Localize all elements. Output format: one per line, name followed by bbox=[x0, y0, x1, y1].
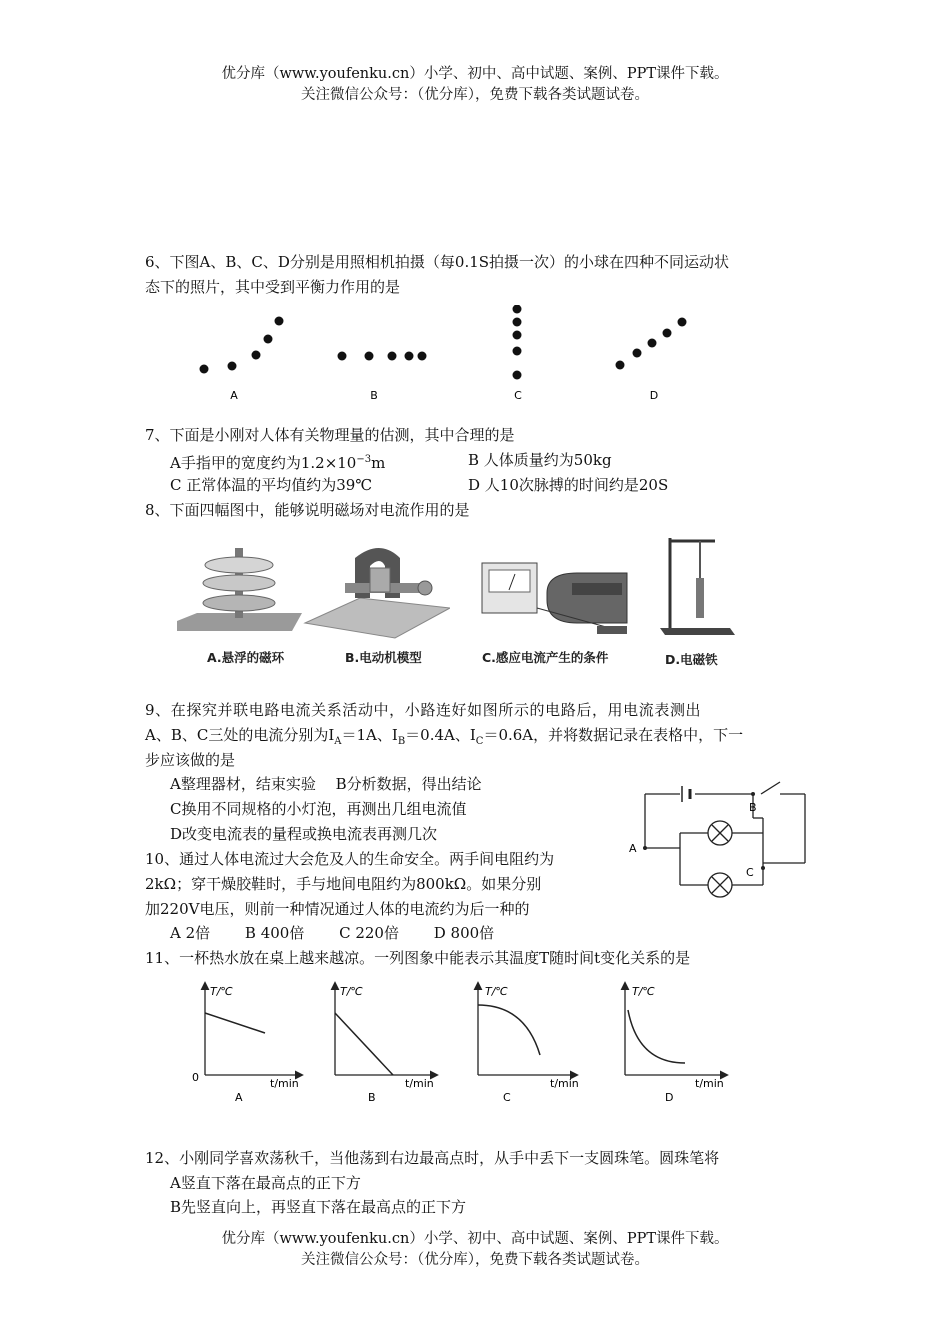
q9-option-d: D改变电流表的量程或换电流表再测几次 bbox=[170, 825, 438, 843]
q12-option-b: B先竖直向上，再竖直下落在最高点的正下方 bbox=[170, 1198, 467, 1216]
q9-text-b: ＝1A、I bbox=[341, 726, 398, 744]
q8-image-b-motor-model bbox=[300, 538, 450, 643]
q11-b-xlabel: t/min bbox=[405, 1077, 434, 1090]
q11-a-xlabel: t/min bbox=[270, 1077, 299, 1090]
q8-image-d-electromagnet bbox=[660, 533, 735, 643]
q11-b-ylabel: T/℃ bbox=[340, 985, 363, 998]
q11-stem: 11、一杯热水放在桌上越来越凉。一列图象中能表示其温度T随时间t变化关系的是 bbox=[145, 949, 691, 967]
q6-photo-b bbox=[338, 352, 427, 403]
q11-d-xlabel: t/min bbox=[695, 1077, 724, 1090]
q8-caption-a: A.悬浮的磁环 bbox=[207, 650, 285, 665]
q11-graphs bbox=[180, 975, 740, 1110]
q11-label-c: C bbox=[503, 1091, 511, 1104]
q9-circuit-label-b: B bbox=[749, 801, 757, 814]
q9-stem-line-1: 9、在探究并联电路电流关系活动中，小路连好如图所示的电路后，用电流表测出 bbox=[145, 701, 702, 719]
q6-photo-c bbox=[513, 305, 523, 402]
q10-options: A 2倍 B 400倍 C 220倍 D 800倍 bbox=[170, 924, 495, 942]
q7-stem: 7、下面是小刚对人体有关物理量的估测，其中合理的是 bbox=[145, 426, 515, 444]
q8-image-c-induced-current bbox=[477, 538, 642, 643]
q7-option-b: B 人体质量约为50kg bbox=[468, 451, 612, 469]
q9-sub-a: A bbox=[334, 736, 342, 747]
q10-stem-line-2: 2kΩ；穿干燥胶鞋时，手与地间电阻约为800kΩ。如果分别 bbox=[145, 875, 542, 893]
q6-label-a: A bbox=[230, 389, 238, 402]
q7-option-d: D 人10次脉搏的时间约是20S bbox=[468, 476, 669, 494]
q11-graph-a bbox=[192, 985, 300, 1104]
q9-text-d: ＝0.6A，并将数据记录在表格中，下一 bbox=[483, 726, 744, 744]
q9-option-c: C换用不同规格的小灯泡，再测出几组电流值 bbox=[170, 800, 467, 818]
q8-image-a-floating-rings bbox=[177, 543, 302, 638]
q7-option-a-text: A手指甲的宽度约为1.2×10 bbox=[170, 454, 357, 472]
q8-stem: 8、下面四幅图中，能够说明磁场对电流作用的是 bbox=[145, 501, 470, 519]
q9-text-a: A、B、C三处的电流分别为I bbox=[145, 726, 335, 744]
q6-label-b: B bbox=[370, 389, 378, 402]
q8-caption-b: B.电动机模型 bbox=[345, 650, 422, 665]
header-line-1: 优分库（www.youfenku.cn）小学、初中、高中试题、案例、PPT课件下载。 bbox=[221, 66, 729, 82]
q8-caption-d: D.电磁铁 bbox=[665, 652, 718, 667]
q9-stem-line-3: 步应该做的是 bbox=[145, 751, 236, 769]
q6-photo-a bbox=[200, 317, 284, 403]
q11-d-ylabel: T/℃ bbox=[632, 985, 655, 998]
header-line-2: 关注微信公众号：（优分库），免费下载各类试题试卷。 bbox=[301, 87, 649, 103]
q7-option-a-exponent: −3 bbox=[356, 454, 372, 465]
q11-graph-b bbox=[335, 985, 435, 1104]
q9-sub-b: B bbox=[397, 736, 406, 747]
footer-line-1: 优分库（www.youfenku.cn）小学、初中、高中试题、案例、PPT课件下载。 bbox=[221, 1231, 729, 1247]
q9-circuit-label-c: C bbox=[746, 866, 754, 879]
q7-option-a bbox=[170, 448, 385, 475]
q11-c-ylabel: T/℃ bbox=[485, 985, 508, 998]
q10-stem-line-1: 10、通过人体电流过大会危及人的生命安全。两手间电阻约为 bbox=[145, 850, 555, 868]
q10-stem-line-3: 加220V电压，则前一种情况通过人体的电流约为后一种的 bbox=[145, 900, 530, 918]
q8-caption-c: C.感应电流产生的条件 bbox=[482, 650, 609, 665]
q11-a-ylabel: T/℃ bbox=[210, 985, 233, 998]
q11-a-origin: 0 bbox=[192, 1071, 199, 1084]
q11-label-d: D bbox=[665, 1091, 674, 1104]
q8-figures bbox=[165, 533, 740, 678]
footer-line-2: 关注微信公众号：（优分库），免费下载各类试题试卷。 bbox=[301, 1252, 649, 1268]
q6-stem-line-2: 态下的照片，其中受到平衡力作用的是 bbox=[145, 278, 401, 296]
q12-option-a: A竖直下落在最高点的正下方 bbox=[170, 1174, 361, 1192]
q7-option-a-unit: m bbox=[371, 454, 386, 472]
q6-photo-d bbox=[616, 318, 687, 403]
q11-graph-d bbox=[625, 985, 725, 1104]
q11-label-b: B bbox=[368, 1091, 376, 1104]
q6-label-d: D bbox=[649, 389, 659, 402]
q6-label-c: C bbox=[514, 389, 522, 402]
q11-graph-c bbox=[478, 985, 579, 1104]
q9-options-ab: A整理器材，结束实验 B分析数据，得出结论 bbox=[170, 775, 482, 793]
q11-c-xlabel: t/min bbox=[550, 1077, 579, 1090]
q9-sub-c: C bbox=[475, 736, 484, 747]
q7-option-c: C 正常体温的平均值约为39℃ bbox=[170, 476, 373, 494]
q6-ball-photos-figure bbox=[190, 305, 710, 405]
q12-stem: 12、小刚同学喜欢荡秋千，当他荡到右边最高点时，从手中丢下一支圆珠笔。圆珠笔将 bbox=[145, 1149, 720, 1167]
q11-label-a: A bbox=[235, 1091, 243, 1104]
q9-text-c: ＝0.4A、I bbox=[405, 726, 476, 744]
q9-circuit-label-a: A bbox=[629, 842, 637, 855]
q6-stem-line-1: 6、下图A、B、C、D分别是用照相机拍摄（每0.1S拍摄一次）的小球在四种不同运动状 bbox=[145, 253, 730, 271]
q9-circuit-diagram bbox=[625, 778, 820, 898]
